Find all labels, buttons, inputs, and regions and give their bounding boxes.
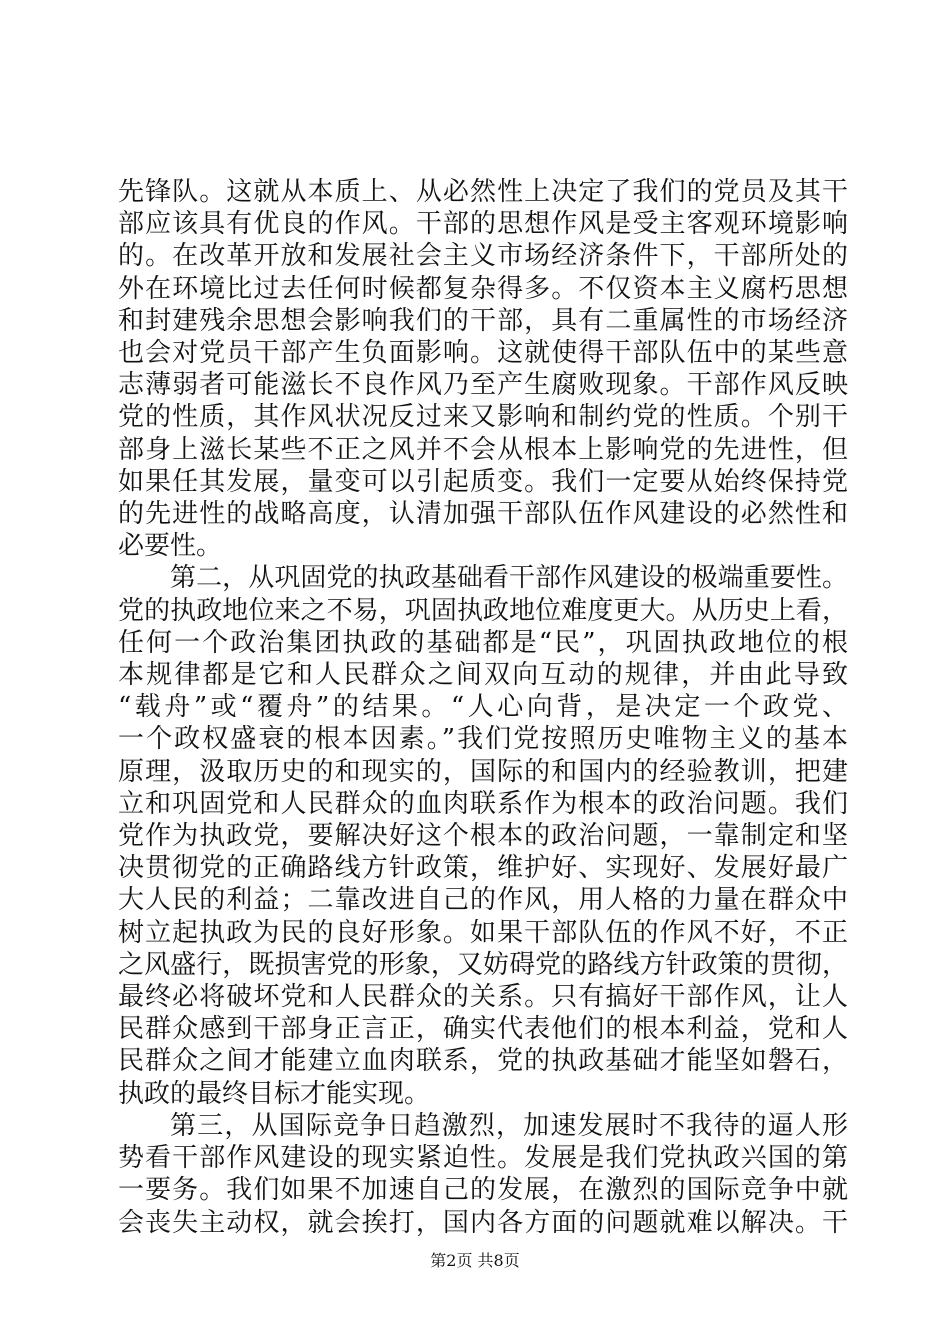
body-text: [118, 176, 848, 1239]
text-line: 部应该具有优良的作风。干部的思想作风是受主客观环境影响: [118, 209, 848, 240]
text-line: 执政的最终目标才能实现。: [118, 1078, 431, 1109]
text-line: 一个政权盛衰的根本因素。”我们党按照历史唯物主义的基本: [118, 724, 848, 755]
text-line: 会丧失主动权，就会挨打，国内各方面的问题就难以解决。干: [118, 1207, 848, 1238]
text-line: 一要务。我们如果不加速自己的发展，在激烈的国际竞争中就: [118, 1175, 848, 1206]
text-line: 的。在改革开放和发展社会主义市场经济条件下，干部所处的: [118, 241, 848, 272]
text-line: 部身上滋长某些不正之风并不会从根本上影响党的先进性，但: [118, 434, 848, 465]
text-line: 如果任其发展，量变可以引起质变。我们一定要从始终保持党: [118, 466, 848, 497]
text-line: 决贯彻党的正确路线方针政策，维护好、实现好、发展好最广: [118, 853, 848, 884]
text-line: 大人民的利益；二靠改进自己的作风，用人格的力量在群众中: [118, 885, 848, 916]
text-line: 和封建残余思想会影响我们的干部，具有二重属性的市场经济: [118, 305, 848, 336]
text-line: 党的执政地位来之不易，巩固执政地位难度更大。从历史上看，: [118, 595, 848, 626]
text-line: 民群众之间才能建立血肉联系，党的执政基础才能坚如磐石，: [118, 1046, 848, 1077]
text-line: 的先进性的战略高度，认清加强干部队伍作风建设的必然性和: [118, 499, 848, 530]
text-line: 先锋队。这就从本质上、从必然性上决定了我们的党员及其干: [118, 177, 848, 207]
text-line: 树立起执政为民的良好形象。如果干部队伍的作风不好，不正: [118, 917, 848, 948]
text-line: 最终必将破坏党和人民群众的关系。只有搞好干部作风，让人: [118, 982, 848, 1013]
text-line: 外在环境比过去任何时候都复杂得多。不仅资本主义腐朽思想: [118, 273, 848, 304]
text-line: 党作为执政党，要解决好这个根本的政治问题，一靠制定和坚: [118, 821, 848, 852]
text-line: 本规律都是它和人民群众之间双向互动的规律，并由此导致: [118, 660, 848, 691]
text-line: 任何一个政治集团执政的基础都是“民”，巩固执政地位的根: [118, 627, 848, 658]
text-line: 民群众感到干部身正言正，确实代表他们的根本利益，党和人: [118, 1014, 848, 1045]
text-line: 必要性。: [118, 531, 223, 562]
text-line: 志薄弱者可能滋长不良作风乃至产生腐败现象。干部作风反映: [118, 370, 848, 401]
text-line: 也会对党员干部产生负面影响。这就使得干部队伍中的某些意: [118, 338, 848, 369]
text-line: 原理，汲取历史的和现实的，国际的和国内的经验教训，把建: [118, 756, 848, 787]
text-line: 之风盛行，既损害党的形象，又妨碍党的路线方针政策的贯彻，: [118, 949, 848, 980]
text-line: 势看干部作风建设的现实紧迫性。发展是我们党执政兴国的第: [118, 1143, 848, 1174]
text-line: 第三，从国际竞争日趋激烈，加速发展时不我待的逼人形: [170, 1110, 848, 1141]
text-line: 党的性质，其作风状况反过来又影响和制约党的性质。个别干: [118, 402, 848, 433]
text-line: 立和巩固党和人民群众的血肉联系作为根本的政治问题。我们: [118, 788, 848, 819]
page-footer: 第2页 共8页: [430, 1251, 520, 1270]
text-line: 第二，从巩固党的执政基础看干部作风建设的极端重要性。: [170, 563, 848, 594]
text-line: “载舟”或“覆舟”的结果。“人心向背，是决定一个政党、: [118, 692, 848, 723]
